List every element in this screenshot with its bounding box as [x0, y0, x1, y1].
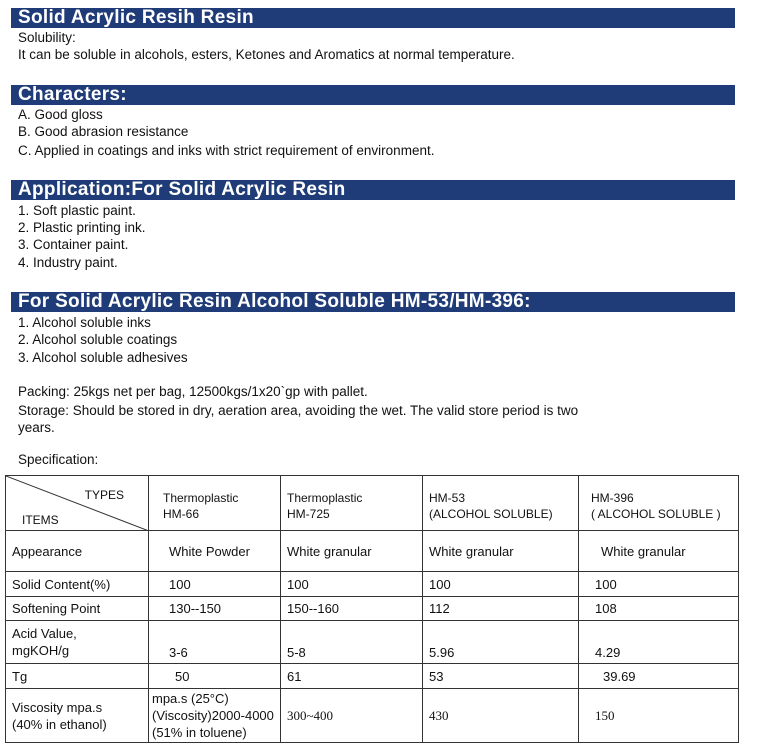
table-cell: 5.96 [423, 621, 579, 664]
column-header-line: ( ALCOHOL SOLUBLE ) [591, 507, 721, 521]
table-cell: 53 [423, 664, 579, 689]
row-label: Appearance [6, 531, 149, 572]
table-cell: 300~400 [281, 689, 423, 743]
row-label-line: mgKOH/g [12, 643, 70, 658]
application-item: 1. Soft plastic paint. [18, 203, 136, 218]
table-cell: 5-8 [281, 621, 423, 664]
column-header-hm396 [579, 476, 739, 531]
storage-text-continued: years. [18, 420, 55, 435]
row-label: Tg [6, 664, 149, 689]
character-item: B. Good abrasion resistance [18, 124, 189, 139]
table-cell: White granular [423, 531, 579, 572]
table-row [6, 597, 739, 621]
table-cell: White Powder [149, 531, 281, 572]
row-label: Solid Content(%) [6, 572, 149, 597]
cell-line: (51% in toluene) [152, 725, 247, 740]
row-label [6, 621, 149, 664]
cell-line: mpa.s (25°C) [152, 691, 229, 706]
table-row [6, 531, 739, 572]
solubility-label: Solubility: [18, 30, 76, 45]
section-title-solubility: Solid Acrylic Resih Resin [11, 8, 735, 28]
table-cell [149, 689, 281, 743]
section-title-alcohol-soluble: For Solid Acrylic Resin Alcohol Soluble HM-53/HM-396: [11, 292, 735, 312]
table-cell: 100 [281, 572, 423, 597]
alcohol-use-item: 1. Alcohol soluble inks [18, 315, 151, 330]
table-cell: 150 [579, 689, 739, 743]
column-header-line: HM-396 [591, 491, 634, 505]
column-header-line: Thermoplastic [163, 491, 239, 505]
table-corner-cell [6, 476, 149, 531]
table-cell: White granular [281, 531, 423, 572]
corner-items-label: ITEMS [22, 513, 59, 527]
section-title-application: Application:For Solid Acrylic Resin [11, 180, 735, 200]
table-cell: 100 [149, 572, 281, 597]
packing-text: Packing: 25kgs net per bag, 12500kgs/1x20`gp with pallet. [18, 384, 368, 399]
alcohol-use-item: 2. Alcohol soluble coatings [18, 332, 178, 347]
character-item: C. Applied in coatings and inks with strict requirement of environment. [18, 143, 435, 158]
corner-types-label: TYPES [84, 488, 124, 502]
column-header-line: HM-725 [287, 507, 330, 521]
column-header-line: (ALCOHOL SOLUBLE) [429, 507, 553, 521]
storage-text: Storage: Should be stored in dry, aeration area, avoiding the wet. The valid store period is two [18, 403, 579, 418]
table-cell: 130--150 [149, 597, 281, 621]
row-label: Softening Point [6, 597, 149, 621]
row-label-line: Viscosity mpa.s [12, 699, 103, 715]
specification-table [5, 475, 739, 743]
table-row [6, 572, 739, 597]
specification-label: Specification: [18, 452, 99, 467]
table-cell: 430 [423, 689, 579, 743]
table-row [6, 664, 739, 689]
table-cell: 61 [281, 664, 423, 689]
application-item: 3. Container paint. [18, 237, 129, 252]
row-label [6, 689, 149, 743]
application-item: 2. Plastic printing ink. [18, 220, 146, 235]
column-header-line: Thermoplastic [287, 491, 363, 505]
table-header-row [6, 476, 739, 531]
row-label-line: Acid Value, [12, 626, 77, 641]
table-cell: 112 [423, 597, 579, 621]
table-cell: 100 [579, 572, 739, 597]
solubility-text: It can be soluble in alcohols, esters, Ketones and Aromatics at normal temperature. [18, 47, 515, 62]
table-cell: 50 [149, 664, 281, 689]
column-header-hm725 [281, 476, 423, 531]
column-header-line: HM-66 [163, 507, 200, 521]
table-cell: 3-6 [149, 621, 281, 664]
column-header-line: HM-53 [429, 491, 466, 505]
row-label-line: (40% in ethanol) [12, 716, 107, 732]
table-cell: White granular [579, 531, 739, 572]
application-item: 4. Industry paint. [18, 255, 118, 270]
cell-line: (Viscosity)2000-4000 [152, 708, 274, 723]
alcohol-use-item: 3. Alcohol soluble adhesives [18, 350, 188, 365]
table-cell: 4.29 [579, 621, 739, 664]
column-header-hm66 [149, 476, 281, 531]
table-cell: 150--160 [281, 597, 423, 621]
table-row [6, 621, 739, 664]
column-header-hm53 [423, 476, 579, 531]
table-cell: 100 [423, 572, 579, 597]
table-cell: 108 [579, 597, 739, 621]
section-title-characters: Characters: [11, 85, 735, 105]
table-row [6, 689, 739, 743]
table-cell: 39.69 [579, 664, 739, 689]
character-item: A. Good gloss [18, 107, 103, 122]
